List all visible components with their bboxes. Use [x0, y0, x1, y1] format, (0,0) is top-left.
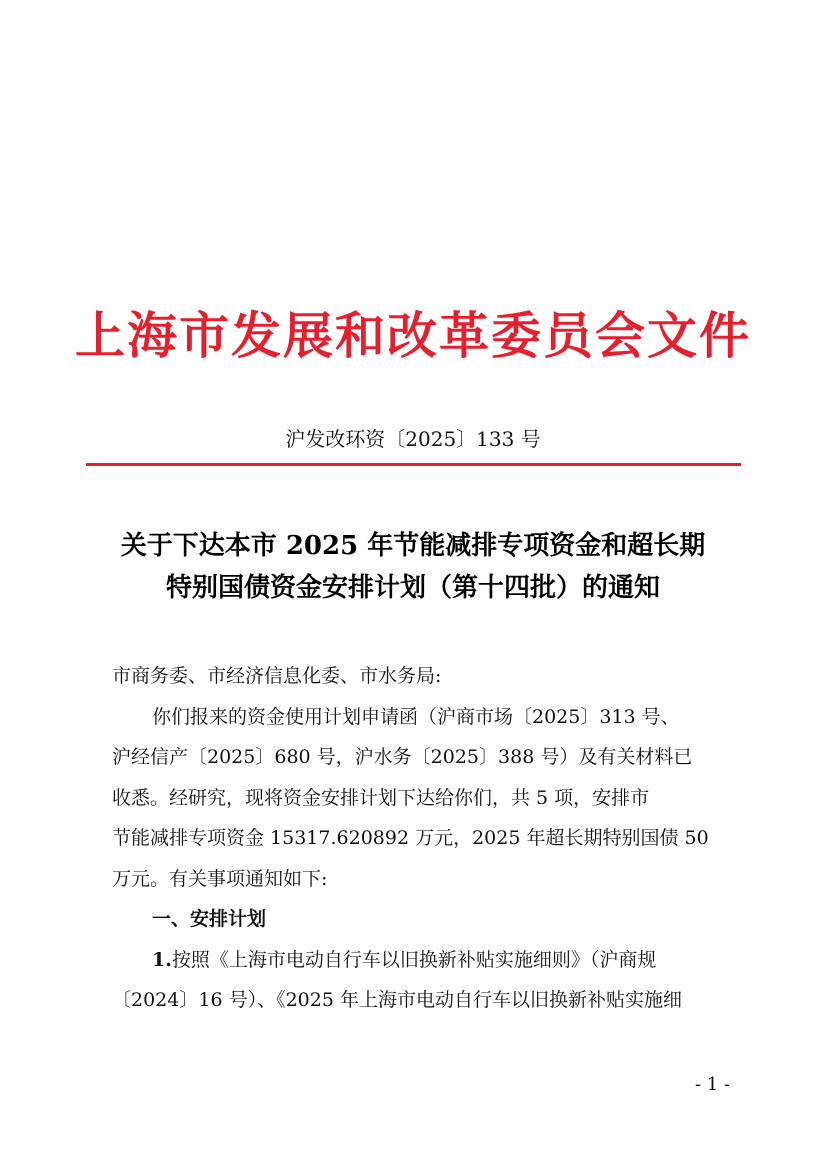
item-1 — [112, 940, 718, 1021]
section-1-heading: 一、安排计划 — [152, 908, 267, 930]
page-number: - 1 - — [694, 1074, 730, 1095]
item-1-line: 1.按照《上海市电动自行车以旧换新补贴实施细则》（沪商规 — [152, 948, 657, 971]
addressee-line: 市商务委、市经济信息化委、市水务局: — [112, 665, 442, 687]
paragraph-1-line: 你们报来的资金使用计划申请函（沪商市场〔2025〕313 号、 — [152, 705, 680, 728]
notice-title-line-2: 特别国债资金安排计划（第十四批）的通知 — [165, 573, 660, 603]
paragraph-1-line: 节能减排专项资金 15317.620892 万元，2025 年超长期特别国债 50 — [112, 827, 709, 849]
notice-title — [60, 525, 766, 609]
red-separator-rule — [86, 463, 741, 466]
paragraph-1 — [112, 697, 718, 900]
masthead-title: 上海市发展和改革委员会文件 — [75, 306, 751, 365]
paragraph-1-line: 收悉。经研究，现将资金安排计划下达给你们，共 5 项，安排市 — [112, 786, 650, 809]
notice-body — [112, 656, 718, 1021]
item-1-line: 〔2024〕16 号）、《2025 年上海市电动自行车以旧换新补贴实施细 — [112, 989, 682, 1011]
item-1-number: 1. — [152, 948, 172, 971]
paragraph-1-line: 沪经信产〔2025〕680 号，沪水务〔2025〕388 号）及有关材料已 — [112, 746, 693, 768]
document-number: 沪发改环资〔2025〕133 号 — [285, 427, 541, 451]
notice-title-line-1: 关于下达本市 2025 年节能减排专项资金和超长期 — [120, 531, 706, 561]
paragraph-1-line: 万元。有关事项通知如下: — [112, 867, 328, 890]
